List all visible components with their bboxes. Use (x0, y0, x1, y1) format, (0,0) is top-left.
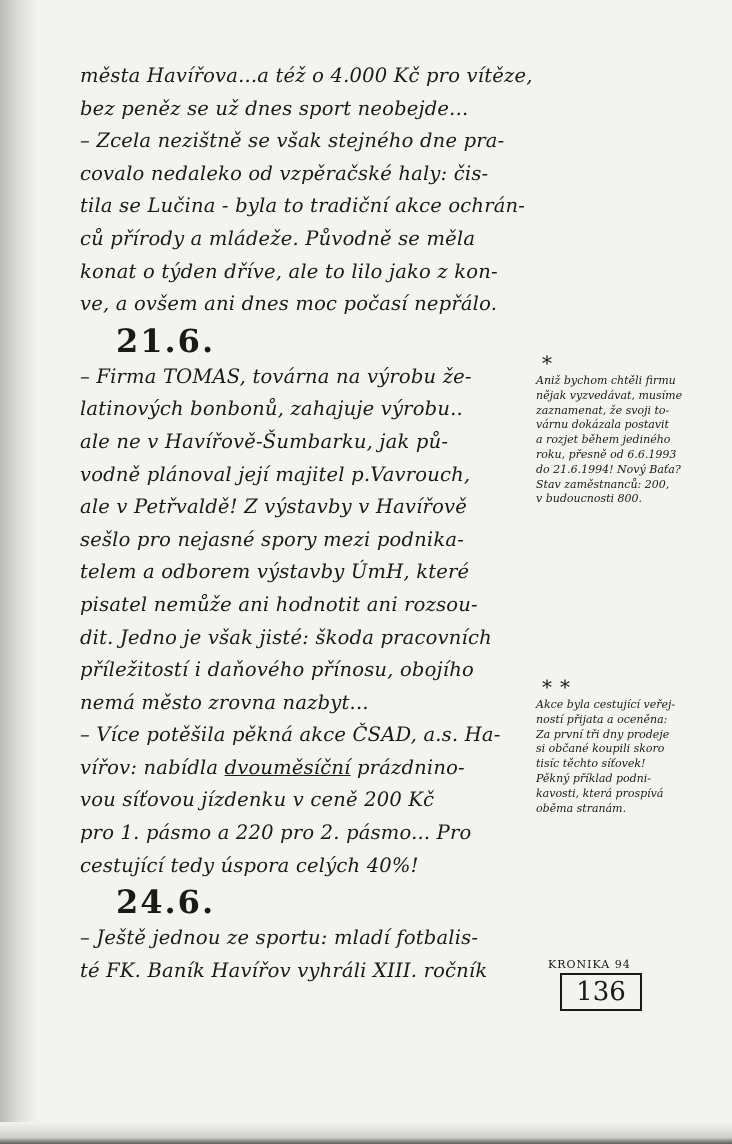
underlined-word: dvouměsíční (224, 755, 351, 779)
chronicle-label: KRONIKA 94 (548, 958, 631, 971)
date-heading: 24.6. (116, 883, 216, 922)
text-line: – Ještě jednou ze sportu: mladí fotbalis- (80, 926, 479, 950)
note-line: kavosti, která prospívá (536, 786, 664, 800)
asterisk-mark: * (542, 351, 560, 375)
text-line (80, 752, 540, 785)
text-line: sešlo pro nejasné spory mezi podnika- (80, 527, 464, 551)
note-line: Pěkný příklad podni- (536, 771, 652, 785)
note-line: nějak vyzvedávat, musíme (536, 388, 683, 402)
note-line: várnu dokázala postavit (536, 418, 669, 432)
text-line: ale v Petřvaldě! Z výstavby v Havířově (80, 495, 467, 519)
page-bottom-shadow (0, 1122, 732, 1144)
text-line: vodně plánoval její majitel p.Vavrouch, (80, 462, 471, 486)
chronicle-main-text (80, 60, 540, 987)
text-line: ve, a ovšem ani dnes moc počasí nepřálo. (80, 292, 498, 316)
text-line: té FK. Baník Havířov vyhráli XIII. ročník (80, 958, 488, 982)
text-line: pro 1. pásmo a 220 pro 2. pásmo... Pro (80, 821, 472, 845)
page-binding-shadow (0, 0, 38, 1144)
paragraph-block-2 (80, 361, 540, 720)
margin-note-1 (536, 352, 726, 507)
note-line: Stav zaměstnanců: 200, (536, 477, 670, 491)
note-line: ností přijata a oceněna: (536, 712, 668, 726)
text-line: covalo nedaleko od vzpěračské haly: čis- (80, 161, 489, 185)
note-line: roku, přesně od 6.6.1993 (536, 447, 677, 461)
text-line: – Více potěšila pěkná akce ČSAD, a.s. Ha- (80, 723, 501, 747)
text-line: pisatel nemůže ani hodnotit ani rozsou- (80, 592, 478, 616)
note-line: a rozjet během jediného (536, 433, 671, 447)
note-line: oběma stranám. (536, 801, 627, 815)
text-line: – Zcela nezištně se však stejného dne pra- (80, 129, 505, 153)
text-line: příležitostí i daňového přínosu, obojího (80, 658, 474, 682)
paragraph-block-3 (80, 719, 540, 882)
text-line: bez peněz se už dnes sport neobejde... (80, 96, 469, 120)
text-line: cestující tedy úspora celých 40%! (80, 853, 419, 877)
page-number: 136 (560, 973, 642, 1011)
double-asterisk-mark: ** (542, 675, 578, 699)
note-line: zaznamenat, že svoji to- (536, 403, 670, 417)
text-line: ale ne v Havířově-Šumbarku, jak pů- (80, 429, 449, 453)
page-footer (546, 958, 656, 1011)
paragraph-block-4 (80, 922, 540, 987)
text-line: nemá město zrovna nazbyt... (80, 690, 369, 714)
note-line: tisíc těchto síťovek! (536, 757, 646, 771)
text-fragment: vířov: nabídla (80, 755, 225, 779)
note-line: si občané koupili skoro (536, 742, 665, 756)
text-line: vou síťovou jízdenku v ceně 200 Kč (80, 788, 435, 812)
text-line: města Havířova...a též o 4.000 Kč pro vítěze, (80, 64, 533, 87)
note-line: Akce byla cestující veřej- (536, 698, 676, 711)
margin-note-2 (536, 676, 726, 816)
text-line: latinových bonbonů, zahajuje výrobu.. (80, 397, 463, 421)
note-line: do 21.6.1994! Nový Baťa? (536, 462, 681, 476)
text-line: – Firma TOMAS, továrna na výrobu že- (80, 364, 472, 388)
note-line: Aniž bychom chtěli firmu (536, 374, 676, 387)
text-line: konat o týden dříve, ale to lilo jako z kon- (80, 259, 498, 283)
text-line: dit. Jedno je však jisté: škoda pracovních (80, 625, 492, 649)
date-heading: 21.6. (116, 321, 216, 360)
note-line: Za první tři dny prodeje (536, 727, 670, 741)
text-fragment: prázdnino- (350, 755, 465, 779)
text-line: telem a odborem výstavby ÚmH, které (80, 560, 470, 584)
paragraph-block-1 (80, 60, 540, 321)
text-line: ců přírody a mládeže. Původně se měla (80, 226, 476, 250)
text-line: tila se Lučina - byla to tradiční akce ochrán- (80, 194, 526, 218)
note-line: v budoucnosti 800. (536, 492, 643, 506)
